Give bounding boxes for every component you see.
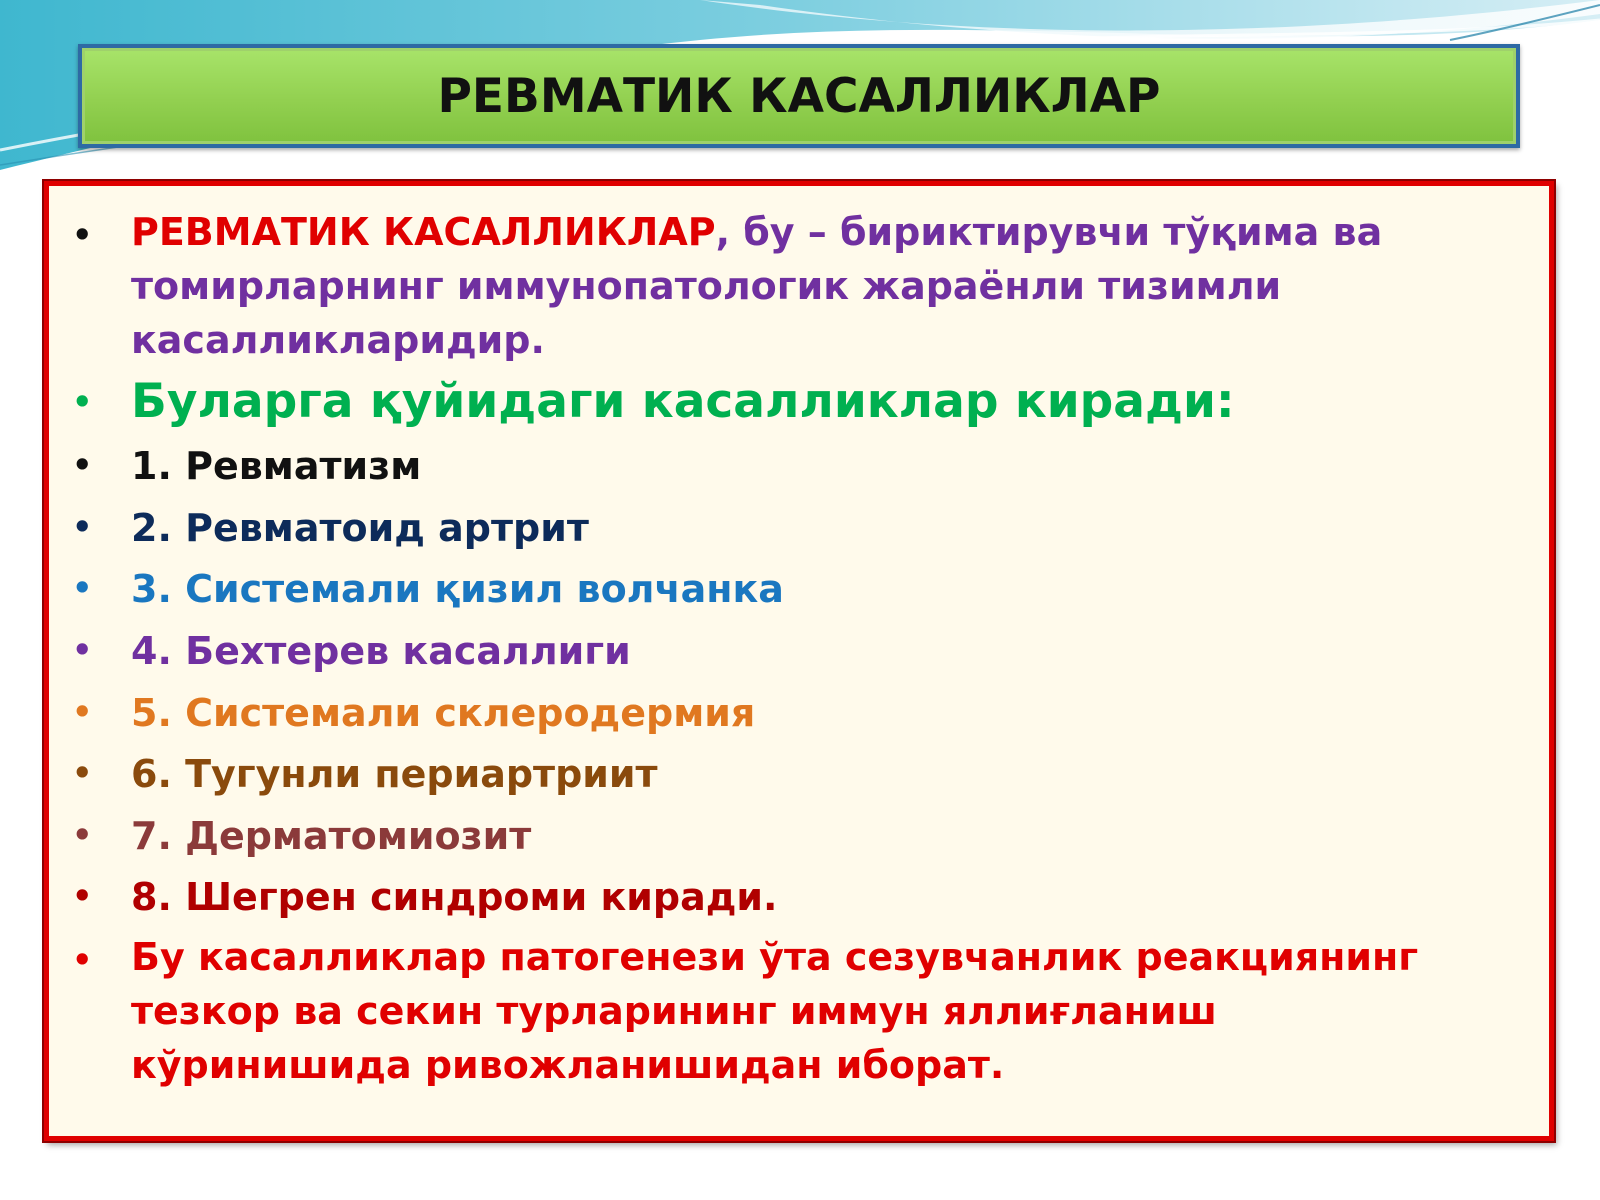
- bullet-icon: •: [72, 569, 93, 607]
- bullet-icon: •: [72, 693, 93, 731]
- conclusion-text: Бу касалликлар патогенези ўта сезувчанлик реакциянинг тезкор ва секин турларининг иммун яллиғланиш кўринишида ривожланишидан иборат.: [131, 935, 1419, 1087]
- list-item-text: 4. Бехтерев касаллиги: [131, 629, 631, 673]
- bullet-icon: •: [72, 508, 93, 546]
- bullet-icon: •: [72, 631, 93, 669]
- list-item-text: 5. Системали склеродермия: [131, 691, 756, 735]
- bullet-icon: •: [72, 941, 93, 979]
- intro-text: Буларга қуйидаги касалликлар киради:: [131, 374, 1235, 429]
- bullet-icon: •: [72, 446, 93, 484]
- bullet-icon: •: [72, 216, 93, 254]
- list-item-text: 1. Ревматизм: [131, 444, 422, 488]
- list-item-text: 3. Системали қизил волчанка: [131, 567, 784, 611]
- list-item-text: 7. Дерматомиозит: [131, 814, 532, 858]
- bullet-icon: •: [72, 877, 93, 915]
- definition-term: РЕВМАТИК КАСАЛЛИКЛАР: [131, 210, 716, 254]
- bullet-icon: •: [72, 383, 93, 421]
- content-panel: [44, 181, 1554, 1141]
- title-banner: [78, 44, 1520, 148]
- list-item-text: 2. Ревматоид артрит: [131, 506, 589, 550]
- bullet-icon: •: [72, 754, 93, 792]
- list-item-text: 6. Тугунли периартриит: [131, 752, 658, 796]
- definition-body: , бу – бириктирувчи тўқима ва томирларнинг иммунопатологик жараёнли тизимли касалликларидир.: [131, 210, 1383, 362]
- slide-title: РЕВМАТИК КАСАЛЛИКЛАР: [437, 68, 1161, 124]
- definition-text: [131, 205, 1501, 367]
- list-item-text: 8. Шегрен синдроми киради.: [131, 875, 778, 919]
- bullet-icon: •: [72, 816, 93, 854]
